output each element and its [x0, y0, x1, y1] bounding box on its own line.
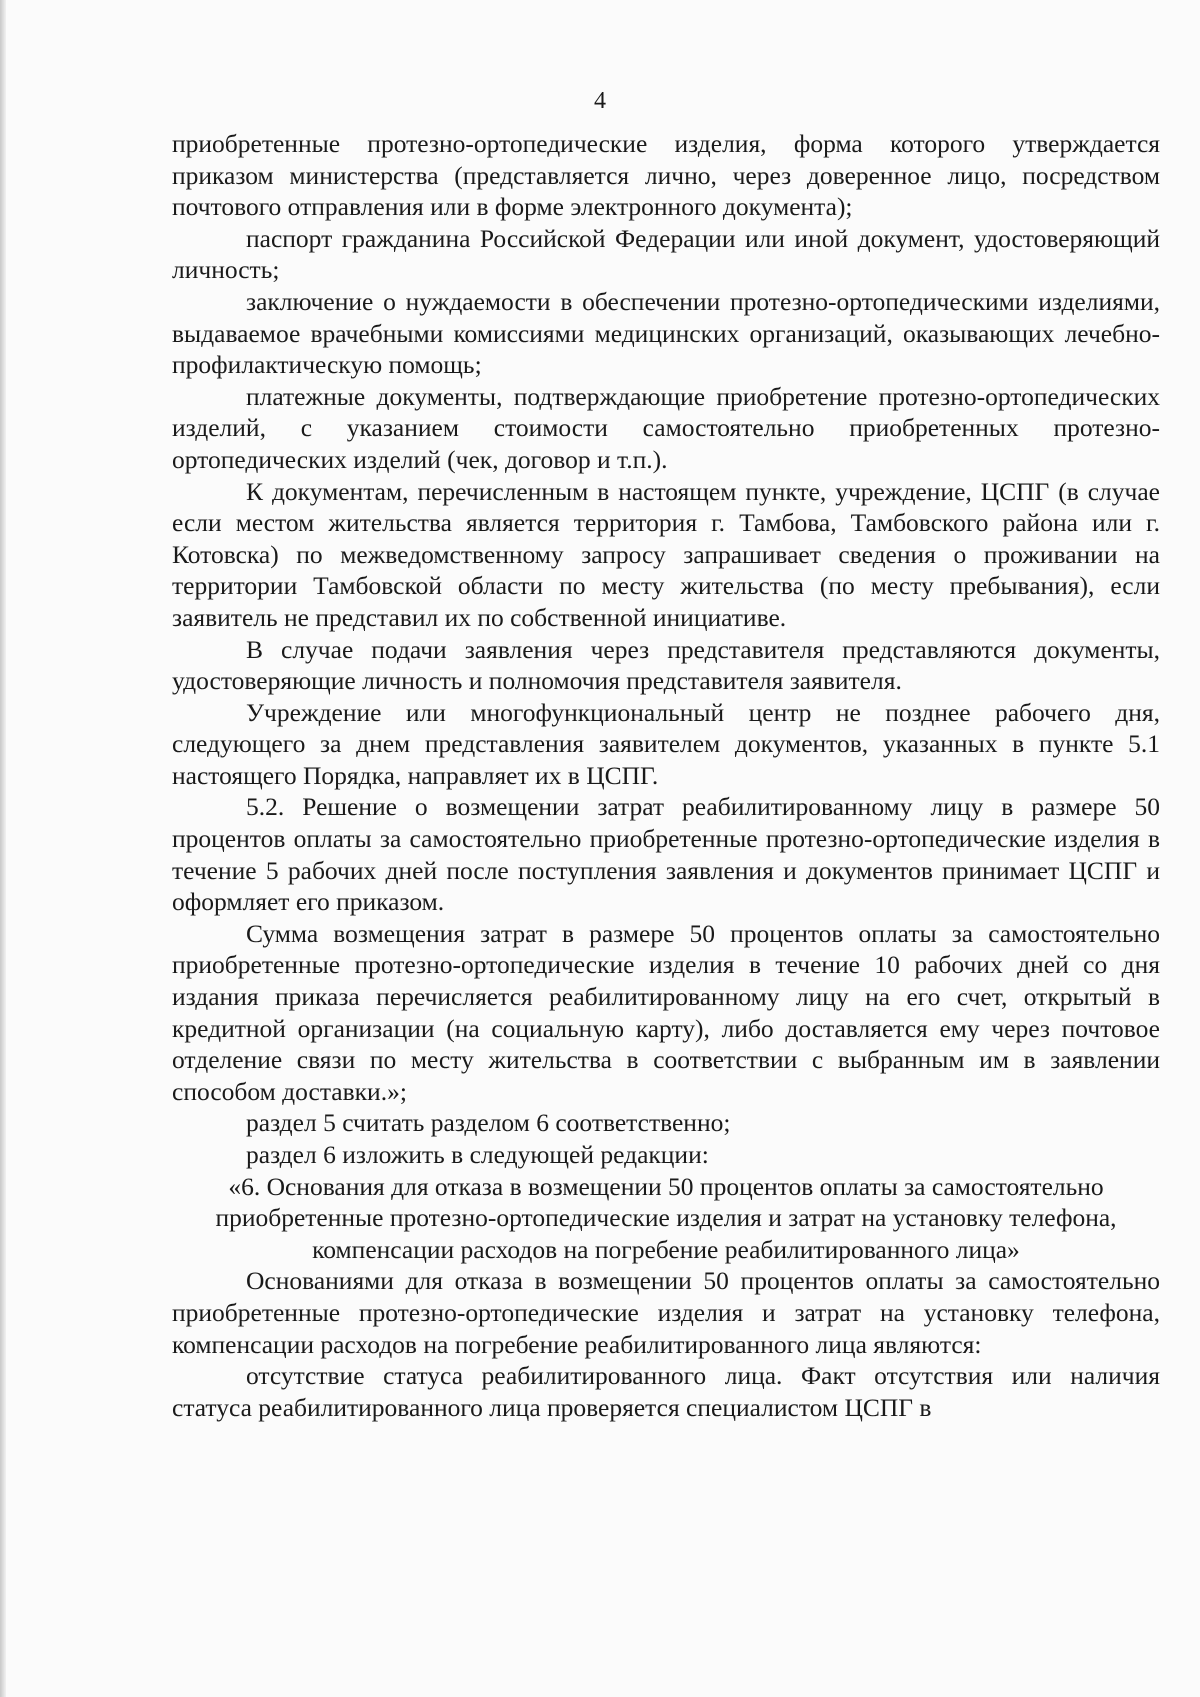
paragraph-refusal-grounds: Основаниями для отказа в возмещении 50 процентов оплаты за самостоятельно приобретенные протезно-ортопедические изделия и затрат на установку телефона, компенсации расходов на погребение реабилитированного лица являются: — [172, 1266, 1160, 1359]
paragraph-interdepartmental-request: К документам, перечисленным в настоящем пункте, учреждение, ЦСПГ (в случае если местом жительства является территория г. Тамбова, Тамбовского района или г. Котовска) по межведомственному запросу запрашивает сведения о проживании на территории Тамбовской области по месту жительства (по месту пребывания), если заявитель не представил их по собственной инициативе. — [172, 476, 1160, 632]
paragraph-payment-documents: платежные документы, подтверждающие приобретение протезно-ортопедических изделий, с указанием стоимости самостоятельно приобретенных протезно-ортопедических изделий (чек, договор и т.п.). — [172, 381, 1160, 474]
paragraph-representative: В случае подачи заявления через представителя представляются документы, удостоверяющие личность и полномочия представителя заявителя. — [172, 634, 1160, 696]
paragraph-continuation: приобретенные протезно-ортопедические изделия, форма которого утверждается приказом министерства (представляется лично, через доверенное лицо, посредством почтового отправления или в форме электронного документа); — [172, 129, 1160, 222]
paragraph-5-2-decision: 5.2. Решение о возмещении затрат реабилитированному лицу в размере 50 процентов оплаты за самостоятельно приобретенные протезно-ортопедические изделия в течение 5 рабочих дней после поступления заявления и документов принимает ЦСПГ и оформляет его приказом. — [172, 792, 1160, 917]
document-body — [172, 128, 1160, 1423]
section-6-heading: «6. Основания для отказа в возмещении 50 процентов оплаты за самостоятельно приобретенные протезно-ортопедические изделия и затрат на установку телефона, компенсации расходов на погребение реабилитированного лица» — [215, 1171, 1117, 1264]
paragraph-compensation-amount: Сумма возмещения затрат в размере 50 процентов оплаты за самостоятельно приобретенные протезно-ортопедические изделия в течение 10 рабочих дней со дня издания приказа перечисляется реабилитированному лицу на его счет, открытый в кредитной организации (на социальную карту), либо доставляется ему через почтовое отделение связи по месту жительства в соответствии с выбранным им в заявлении способом доставки.»; — [172, 918, 1160, 1106]
paragraph-status-absence: отсутствие статуса реабилитированного лица. Факт отсутствия или наличия статуса реабилитированного лица проверяется специалистом ЦСПГ в — [172, 1361, 1160, 1422]
paragraph-mfc-transfer: Учреждение или многофункциональный центр не позднее рабочего дня, следующего за днем представления заявителем документов, указанных в пункте 5.1 настоящего Порядка, направляет их в ЦСПГ. — [172, 697, 1160, 790]
page-number: 4 — [594, 88, 606, 114]
scan-edge-shadow — [0, 0, 6, 1697]
paragraph-medical-conclusion: заключение о нуждаемости в обеспечении протезно-ортопедическими изделиями, выдаваемое врачебными комиссиями медицинских организаций, оказывающих лечебно-профилактическую помощь; — [172, 286, 1160, 380]
paragraph-passport: паспорт гражданина Российской Федерации или иной документ, удостоверяющий личность; — [172, 223, 1160, 285]
paragraph-section-6-intro: раздел 6 изложить в следующей редакции: — [246, 1140, 709, 1169]
paragraph-section-renumber: раздел 5 считать разделом 6 соответственно; — [246, 1108, 731, 1138]
